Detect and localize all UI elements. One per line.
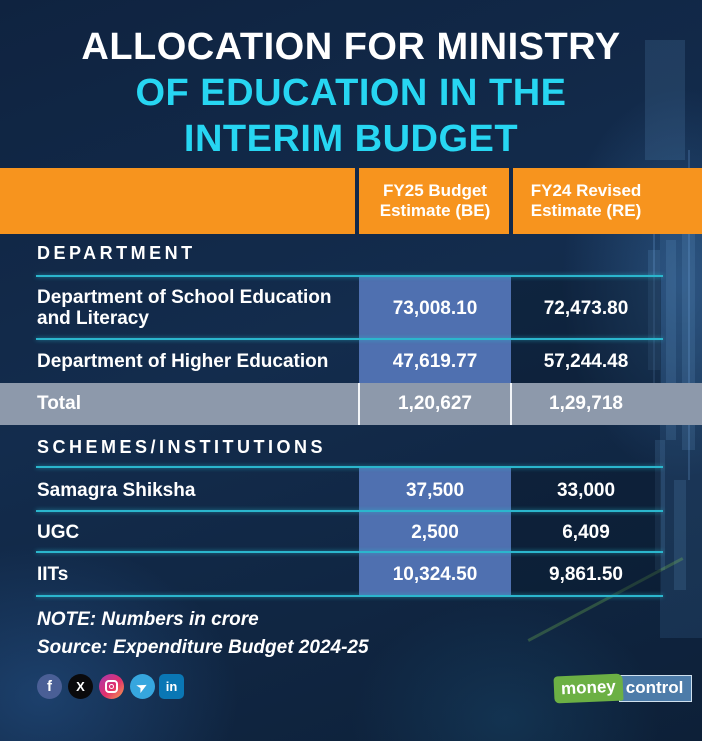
separator-line [36, 466, 663, 468]
x-twitter-icon[interactable] [68, 674, 93, 699]
separator-line [36, 595, 663, 597]
title-line-1: ALLOCATION FOR MINISTRY [81, 26, 621, 68]
row-label-school-education: Department of School Education and Literacy [37, 287, 332, 329]
facebook-glyph: f [47, 678, 52, 695]
title-line-2: OF EDUCATION IN THE [135, 72, 567, 114]
cell-ugc-fy24: 6,409 [562, 522, 610, 543]
row-label-ugc: UGC [37, 522, 80, 543]
instagram-lens-glyph [109, 684, 114, 689]
page-title [0, 24, 702, 162]
column-header-fy24 [511, 181, 661, 221]
instagram-camera-glyph [105, 680, 118, 693]
cell-school-fy24: 72,473.80 [543, 298, 629, 319]
facebook-icon[interactable] [37, 674, 62, 699]
cell-ugc-fy25: 2,500 [411, 522, 459, 543]
cell-higher-fy24: 57,244.48 [543, 351, 629, 372]
separator-line [36, 338, 663, 340]
row-label-iits: IITs [37, 564, 69, 585]
candlestick-bar [674, 480, 686, 590]
x-glyph: X [76, 679, 85, 694]
separator-line [36, 510, 663, 512]
fy25-header-line2: Estimate (BE) [379, 201, 491, 220]
row-label-total: Total [37, 393, 81, 414]
separator-line [36, 275, 663, 277]
row-label-samagra: Samagra Shiksha [37, 480, 196, 501]
cell-higher-fy25: 47,619.77 [392, 351, 478, 372]
telegram-plane-glyph: ➤ [134, 677, 151, 696]
source-text: Source: Expenditure Budget 2024-25 [37, 637, 369, 658]
fy24-header-line1: FY24 Revised [530, 181, 642, 200]
cell-iits-fy24: 9,861.50 [549, 564, 623, 585]
separator-line [36, 551, 663, 553]
cell-iits-fy25: 10,324.50 [392, 564, 478, 585]
cell-samagra-fy24: 33,000 [556, 480, 616, 501]
cell-school-fy25: 73,008.10 [392, 298, 478, 319]
row-label-higher-education: Department of Higher Education [37, 351, 329, 372]
fy25-header-line1: FY25 Budget [383, 181, 487, 200]
fy24-header-line2: Estimate (RE) [530, 201, 642, 220]
note-text: NOTE: Numbers in crore [37, 609, 259, 630]
instagram-icon[interactable] [99, 674, 124, 699]
logo-control-part: control [619, 675, 693, 702]
telegram-icon[interactable] [130, 674, 155, 699]
logo-money-part: money [553, 674, 623, 704]
moneycontrol-logo[interactable] [554, 675, 692, 702]
linkedin-glyph: in [165, 679, 178, 694]
section-header-department: DEPARTMENT [37, 243, 196, 263]
cell-total-fy25: 1,20,627 [398, 393, 472, 414]
column-header-fy25 [359, 181, 511, 221]
section-header-schemes: SCHEMES/INSTITUTIONS [37, 437, 327, 457]
cell-samagra-fy25: 37,500 [405, 480, 465, 501]
linkedin-icon[interactable] [159, 674, 184, 699]
title-line-3: INTERIM BUDGET [183, 118, 519, 160]
cell-total-fy24: 1,29,718 [549, 393, 623, 414]
